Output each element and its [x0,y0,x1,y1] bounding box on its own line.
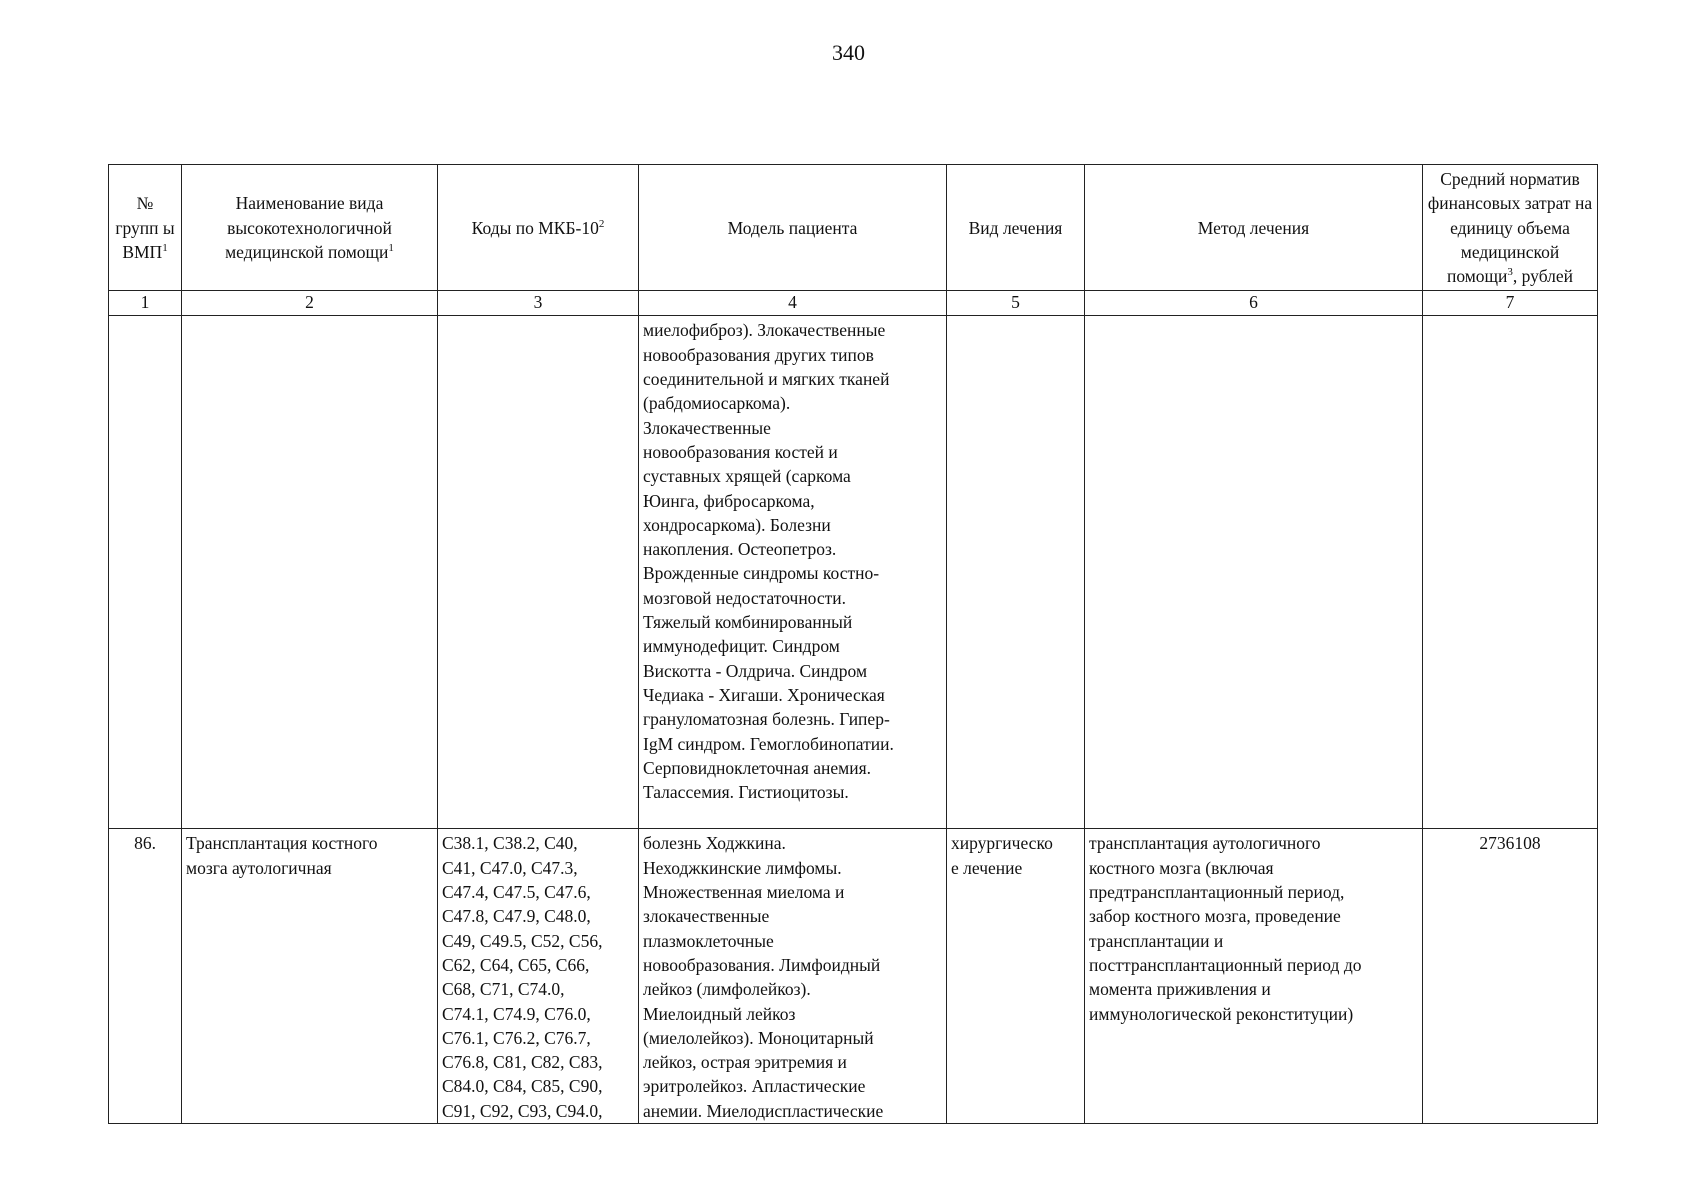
table-row [109,829,1598,1124]
column-number: 2 [182,291,438,316]
services-table [108,164,1598,1124]
column-number: 5 [947,291,1085,316]
cell-empty [1423,316,1598,829]
header-cost-standard: Средний норматив финансовых затрат на единицу объема медицинской помощи$^3$, рублей [1423,165,1598,291]
cell-care-type-name: Трансплантация костного мозга аутологичная [182,829,438,1124]
cell-group-number: 86. [109,829,182,1124]
header-treatment-type: Вид лечения [947,165,1085,291]
column-number: 6 [1085,291,1423,316]
cell-empty [947,316,1085,829]
column-number: 3 [438,291,639,316]
column-number: 4 [639,291,947,316]
cell-patient-model: миелофиброз). Злокачественные новообразования других типов соединительной и мягких тканей (рабдомиосаркома). Злокачественные новообразования костей и суставных хрящей (саркома Юинга, фибросаркома, хондросаркома). Болезни накопления. Остеопетроз. Врожденные синдромы костно- мозговой недостаточности. Тяжелый комбинированный иммунодефицит. Синдром Вискотта - Олдрича. Синдром Чедиака - Хигаши. Хроническая грануломатозная болезнь. Гипер- IgM синдром. Гемоглобинопатии. Серповидноклеточная анемия. Талассемия. Гистиоцитозы. [639,316,947,829]
header-icd-codes: Коды по МКБ-$10^2$ [438,165,639,291]
cell-patient-model: болезнь Ходжкина. Неходжкинские лимфомы. Множественная миелома и злокачественные плазмоклеточные новообразования. Лимфоидный лейкоз (лимфолейкоз). Миелоидный лейкоз (миелолейкоз). Моноцитарный лейкоз, острая эритремия и эритролейкоз. Апластические анемии. Миелодиспластические [639,829,947,1124]
header-group-number: № групп ы ВМП$^1$ [109,165,182,291]
cell-treatment-method: трансплантация аутологичного костного мозга (включая предтрансплантационный период, забор костного мозга, проведение трансплантации и посттрансплантационный период до момента приживления и иммунологической реконституции) [1085,829,1423,1124]
column-number-row [109,291,1598,316]
cell-empty [438,316,639,829]
header-patient-model: Модель пациента [639,165,947,291]
cell-treatment-type: хирургическо е лечение [947,829,1085,1124]
table-row-continuation [109,316,1598,829]
header-treatment-method: Метод лечения [1085,165,1423,291]
column-number: 1 [109,291,182,316]
cell-cost-standard: 2736108 [1423,829,1598,1124]
page-number: 340 [832,40,865,65]
header-care-type-name: Наименование вида высокотехнологичной медицинской помощи$^1$ [182,165,438,291]
cell-empty [109,316,182,829]
cell-empty [182,316,438,829]
cell-icd-codes: C38.1, C38.2, C40, C41, C47.0, C47.3, C47.4, C47.5, C47.6, C47.8, C47.9, C48.0, C49, C49.5, C52, C56, C62, C64, C65, C66, C68, C71, C74.0, C74.1, C74.9, C76.0, C76.1, C76.2, C76.7, C76.8, C81, C82, C83, C84.0, C84, C85, C90, C91, C92, C93, C94.0, [438,829,639,1124]
cell-empty [1085,316,1423,829]
column-number: 7 [1423,291,1598,316]
header-row [109,165,1598,291]
